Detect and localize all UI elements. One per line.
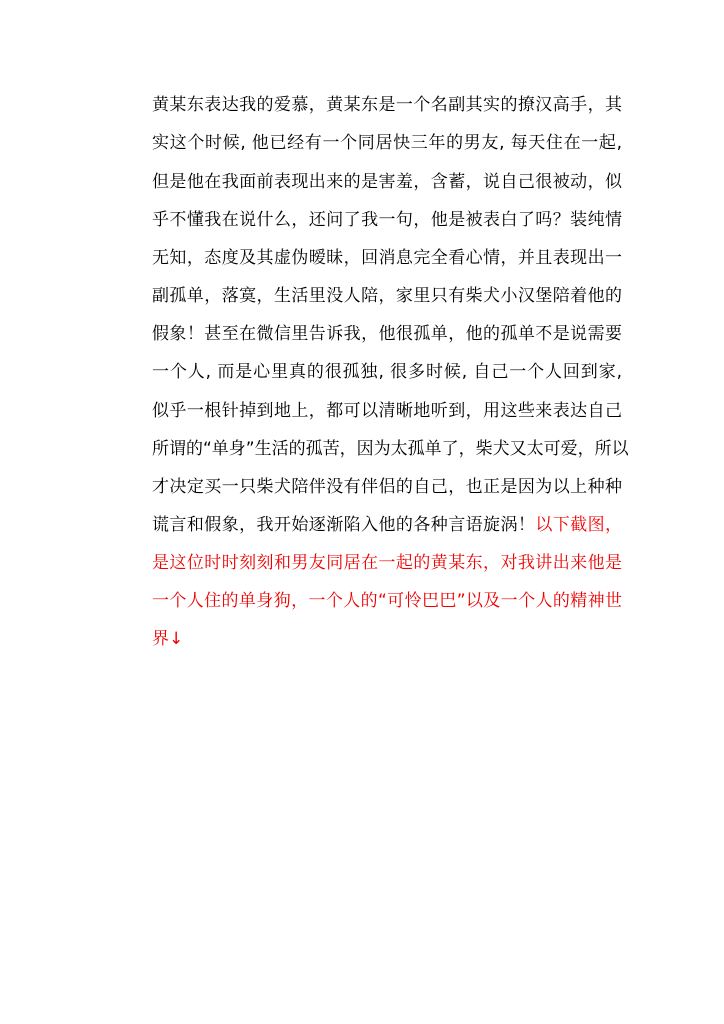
line-text: 似乎一根针掉到地上，都可以清晰地听到，用这些来表达自己 <box>152 401 622 421</box>
highlighted-text: 一个人住的单身狗，一个人的“可怜巴巴”以及一个人的精神世 <box>152 591 622 611</box>
line-text: 谎言和假象，我开始逐渐陷入他的各种言语旋涡！ <box>152 515 536 535</box>
paragraph-line <box>152 286 622 306</box>
paragraph-line <box>152 553 622 573</box>
paragraph-line <box>152 133 622 153</box>
line-text: 实这个时候, 他已经有一个同居快三年的男友, 每天住在一起, <box>152 133 622 153</box>
paragraph-line <box>152 439 629 459</box>
paragraph-line <box>152 210 622 230</box>
line-text: 一个人, 而是心里真的很孤独, 很多时候, 自己一个人回到家, <box>152 362 622 382</box>
paragraph-line <box>152 477 622 497</box>
line-text: 假象！甚至在微信里告诉我，他很孤单，他的孤单不是说需要 <box>152 324 622 344</box>
paragraph-line <box>152 324 622 344</box>
line-text: 但是他在我面前表现出来的是害羞，含蓄，说自己很被动，似 <box>152 172 622 192</box>
paragraph-line <box>152 591 622 611</box>
paragraph-line <box>152 248 622 268</box>
paragraph-line <box>152 401 622 421</box>
highlighted-text: 界↓ <box>152 629 184 649</box>
line-text: 才决定买一只柴犬陪伴没有伴侣的自己，也正是因为以上种种 <box>152 477 622 497</box>
line-text: 所谓的“单身”生活的孤苦，因为太孤单了，柴犬又太可爱，所以 <box>152 439 629 459</box>
paragraph-line <box>152 362 622 382</box>
paragraph-line <box>152 95 622 115</box>
highlighted-text: 是这位时时刻刻和男友同居在一起的黄某东，对我讲出来他是 <box>152 553 622 573</box>
paragraph-line <box>152 172 622 192</box>
line-text: 无知，态度及其虚伪暧昧，回消息完全看心情，并且表现出一 <box>152 248 622 268</box>
paragraph-line <box>152 515 622 535</box>
line-text: 副孤单，落寞，生活里没人陪，家里只有柴犬小汉堡陪着他的 <box>152 286 622 306</box>
line-text: 黄某东表达我的爱慕，黄某东是一个名副其实的撩汉高手，其 <box>152 95 622 115</box>
highlighted-text: 以下截图， <box>535 515 623 535</box>
line-text: 乎不懂我在说什么，还问了我一句，他是被表白了吗？装纯情 <box>152 210 622 230</box>
paragraph-line <box>152 629 622 649</box>
